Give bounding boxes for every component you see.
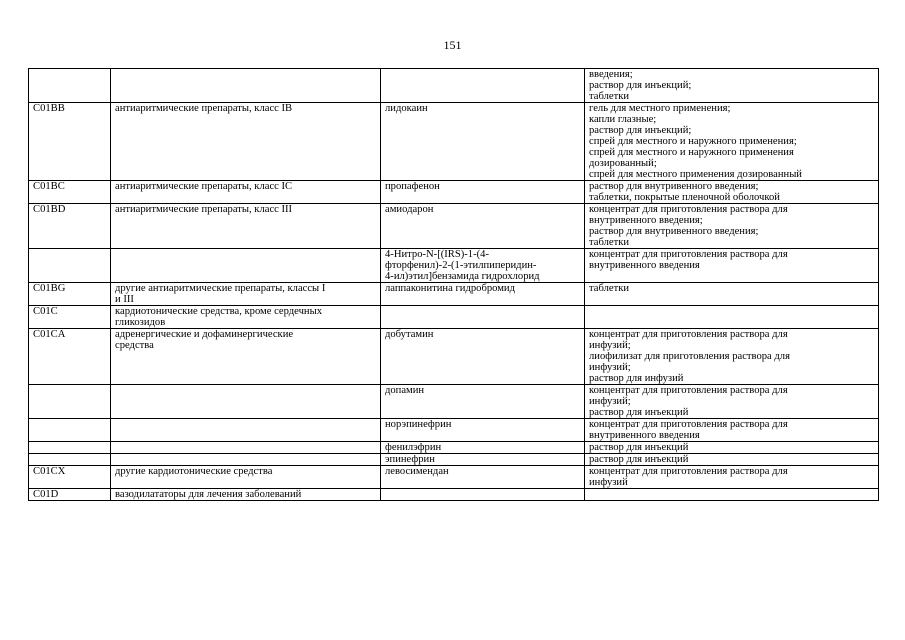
drug-cell: допамин [381,385,585,419]
page-number: 151 [443,38,462,52]
table-row [29,69,879,103]
table-row [29,419,879,442]
atc-code-cell: C01CX [29,466,111,489]
dosage-forms-cell [585,385,879,419]
drug-cell: норэпинефрин [381,419,585,442]
group-cell [111,249,381,283]
dosage-forms-cell [585,306,879,329]
group-cell [111,442,381,454]
table-row [29,329,879,385]
dosage-forms-cell [585,181,879,204]
drug-name-line: 4-ил)этил]бензамида гидрохлорид [385,271,540,282]
drug-cell: пропафенон [381,181,585,204]
drug-cell: лаппаконитина гидробромид [381,283,585,306]
table-row [29,385,879,419]
dosage-form-line: спрей для местного и наружного применения [589,147,794,158]
drug-cell: эпинефрин [381,454,585,466]
dosage-form-line: раствор для внутривенного введения; [589,226,759,237]
atc-code-cell: C01D [29,489,111,501]
dosage-form-line: раствор для инъекций [589,442,689,453]
dosage-form-line: таблетки [589,283,630,294]
group-cell: антиаритмические препараты, класс III [111,204,381,249]
dosage-forms-cell [585,466,879,489]
dosage-form-line: инфузий; [589,340,631,351]
group-name-line: другие антиаритмические препараты, классы I [115,283,326,294]
atc-code-cell: C01BC [29,181,111,204]
atc-code-cell [29,454,111,466]
dosage-form-line: инфузий; [589,396,631,407]
dosage-form-line: внутривенного введения [589,430,700,441]
dosage-form-line: внутривенного введения; [589,215,703,226]
table-row [29,454,879,466]
dosage-form-line: таблетки [589,237,630,248]
table-row [29,442,879,454]
drug-cell [381,306,585,329]
dosage-form-line: раствор для инъекций [589,407,689,418]
drug-cell: лидокаин [381,103,585,181]
atc-code-cell [29,385,111,419]
drug-name-line: 4-Нитро-N-[(IRS)-1-(4- [385,249,489,260]
dosage-form-line: введения; [589,69,633,80]
group-cell: антиаритмические препараты, класс IC [111,181,381,204]
group-cell: антиаритмические препараты, класс IB [111,103,381,181]
dosage-form-line: раствор для инъекций; [589,125,692,136]
table-row [29,306,879,329]
drug-name-line: фторфенил)-2-(1-этилпиперидин- [385,260,537,271]
table-row [29,181,879,204]
dosage-form-line: капли глазные; [589,114,657,125]
group-cell [111,283,381,306]
table-row [29,466,879,489]
dosage-form-line: раствор для инъекций; [589,80,692,91]
drug-cell [381,249,585,283]
dosage-form-line: инфузий; [589,362,631,373]
dosage-form-line: инфузий [589,477,628,488]
dosage-form-line: концентрат для приготовления раствора для [589,466,788,477]
group-cell [111,419,381,442]
dosage-forms-cell [585,489,879,501]
table-row [29,283,879,306]
drug-cell [381,489,585,501]
dosage-form-line: спрей для местного применения дозированный [589,169,802,180]
group-cell [111,385,381,419]
dosage-form-line: раствор для инфузий [589,373,684,384]
dosage-forms-cell [585,103,879,181]
dosage-forms-cell [585,283,879,306]
group-cell: вазодилататоры для лечения заболеваний [111,489,381,501]
group-cell [111,306,381,329]
group-name-line: и III [115,294,134,305]
dosage-form-line: концентрат для приготовления раствора для [589,204,788,215]
atc-code-cell: C01BG [29,283,111,306]
atc-code-cell: C01BB [29,103,111,181]
drug-cell: добутамин [381,329,585,385]
dosage-form-line: таблетки [589,91,630,102]
table-row [29,249,879,283]
dosage-forms-cell [585,419,879,442]
dosage-form-line: концентрат для приготовления раствора для [589,329,788,340]
dosage-forms-cell [585,69,879,103]
drug-cell: левосимендан [381,466,585,489]
dosage-form-line: концентрат для приготовления раствора для [589,385,788,396]
dosage-form-line: концентрат для приготовления раствора для [589,419,788,430]
dosage-form-line: раствор для инъекций [589,454,689,465]
group-name-line: кардиотонические средства, кроме сердечных [115,306,323,317]
group-name-line: гликозидов [115,317,166,328]
dosage-form-line: внутривенного введения [589,260,700,271]
dosage-form-line: раствор для внутривенного введения; [589,181,759,192]
dosage-form-line: спрей для местного и наружного применения; [589,136,797,147]
group-cell [111,454,381,466]
dosage-forms-cell [585,454,879,466]
drug-cell: фенилэфрин [381,442,585,454]
dosage-form-line: гель для местного применения; [589,103,731,114]
dosage-form-line: лиофилизат для приготовления раствора для [589,351,790,362]
atc-code-cell: C01CA [29,329,111,385]
atc-code-cell [29,419,111,442]
group-name-line: адренергические и дофаминергические [115,329,294,340]
dosage-form-line: концентрат для приготовления раствора для [589,249,788,260]
dosage-form-line: таблетки, покрытые пленочной оболочкой [589,192,780,203]
atc-code-cell [29,69,111,103]
drug-cell [381,69,585,103]
dosage-forms-cell [585,329,879,385]
table-row [29,103,879,181]
atc-code-cell [29,442,111,454]
atc-code-cell: C01C [29,306,111,329]
drug-table [28,68,879,501]
atc-code-cell: C01BD [29,204,111,249]
dosage-forms-cell [585,442,879,454]
group-cell [111,69,381,103]
table-row [29,204,879,249]
group-cell [111,329,381,385]
group-name-line: средства [115,340,154,351]
dosage-form-line: дозированный; [589,158,657,169]
group-cell: другие кардиотонические средства [111,466,381,489]
atc-code-cell [29,249,111,283]
dosage-forms-cell [585,204,879,249]
dosage-forms-cell [585,249,879,283]
drug-cell: амиодарон [381,204,585,249]
table-row [29,489,879,501]
